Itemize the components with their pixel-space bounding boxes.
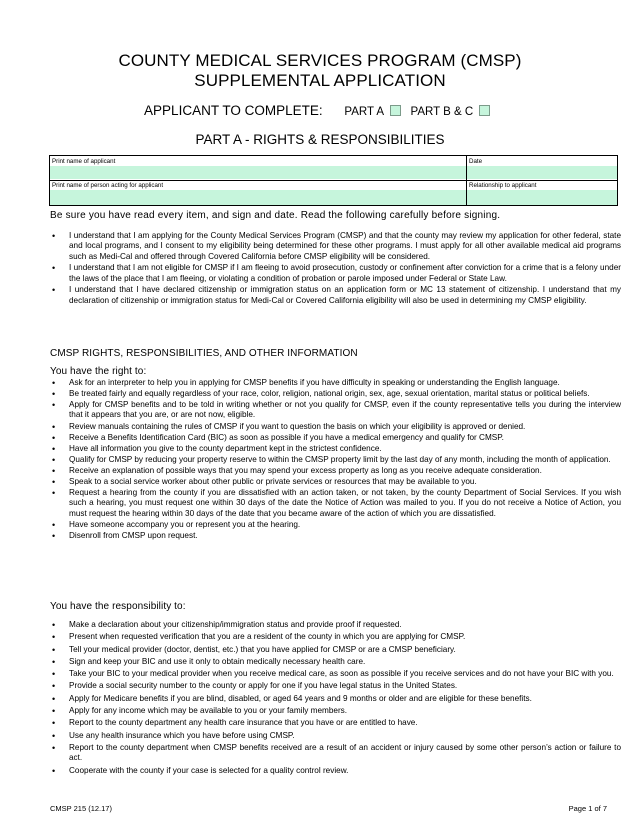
responsibilities-list (51, 620, 621, 778)
part-bc-label: PART B & C (410, 106, 474, 118)
list-item: • Have all information you give to the county department kept in the strictest confidence. (51, 444, 621, 454)
list-item: • Provide a social security number to the county or apply for one if you have legal status in the United States. (51, 681, 621, 691)
responsibility-heading: You have the responsibility to: (50, 601, 186, 612)
list-item: • Review manuals containing the rules of CMSP if you want to question the basis on which your eligibility is approved or denied. (51, 422, 621, 432)
person-acting-label: Print name of person acting for applicant (52, 182, 164, 189)
part-a-title: PART A - RIGHTS & RESPONSIBILITIES (195, 132, 445, 147)
part-bc-checkbox[interactable] (479, 105, 490, 116)
person-acting-field[interactable] (50, 190, 466, 205)
list-item: • Request a hearing from the county if you are dissatisfied with an action taken, or not taken, by the county Department of Social Services. If you wish such a hearing, you must request one within 30 days of the date the Notice of Action was mailed to you. If you do not receive a Notice of Action, you must request the hearing within 30 days of the date that you became aware of the action of which you are dissatisfied. (51, 488, 621, 519)
list-item: • Report to the county department any health care insurance that you have or are entitled to have. (51, 718, 621, 728)
relationship-label: Relationship to applicant (469, 182, 537, 189)
list-item: • Receive a Benefits Identification Card (BIC) as soon as possible if you have a medical emergency and qualify for CMSP. (51, 433, 621, 443)
page-number: Page 1 of 7 (568, 804, 607, 813)
list-item: • Receive an explanation of possible ways that you may spend your excess property as long as you receive adequate consideration. (51, 466, 621, 476)
list-item: • Apply for any income which may be available to you or your family members. (51, 706, 621, 716)
list-item: • Use any health insurance which you have before using CMSP. (51, 731, 621, 741)
list-item: • Disenroll from CMSP upon request. (51, 531, 621, 541)
list-item: • I understand that I am not eligible for CMSP if I am fleeing to avoid prosecution, custody or confinement after conviction for a crime that is a felony under the laws of the place that I am fleeing, or violating a condition of probation or parole imposed under Federal or State Law. (51, 263, 621, 284)
list-item: • Have someone accompany you or represent you at the hearing. (51, 520, 621, 530)
list-item: • Qualify for CMSP by reducing your property reserve to within the CMSP property limit by the last day of any month, including the month of application. (51, 455, 621, 465)
list-item: • Speak to a social service worker about other public or private services or resources that may be available to you. (51, 477, 621, 487)
list-item: • Make a declaration about your citizenship/immigration status and provide proof if requested. (51, 620, 621, 630)
statement-list (51, 231, 621, 308)
list-item: • Tell your medical provider (doctor, dentist, etc.) that you have applied for CMSP or are a CMSP beneficiary. (51, 645, 621, 655)
list-item: • I understand that I have declared citizenship or immigration status on an application form or MC 13 statement of citizenship. I understand that my declaration of citizenship or immigration status for Medi-Cal or Covered California eligibility will also be used in determining my CMSP eligibility. (51, 285, 621, 306)
form-row-divider (50, 180, 617, 181)
document-subtitle: SUPPLEMENTAL APPLICATION (194, 71, 446, 90)
date-label: Date (469, 158, 483, 165)
list-item: • Apply for Medicare benefits if you are blind, disabled, or aged 64 years and 9 months or older and are eligible for these benefits. (51, 694, 621, 704)
document-title: COUNTY MEDICAL SERVICES PROGRAM (CMSP) (118, 51, 522, 70)
right-to-heading: You have the right to: (50, 366, 147, 377)
list-item: • Present when requested verification that you are a resident of the county in which you are applying for CMSP. (51, 632, 621, 642)
relationship-field[interactable] (467, 190, 617, 205)
list-item: • Ask for an interpreter to help you in applying for CMSP benefits if you have difficulty in speaking or understanding the English language. (51, 378, 621, 388)
list-item: • Sign and keep your BIC and use it only to obtain medically necessary health care. (51, 657, 621, 667)
part-a-label: PART A (344, 106, 385, 118)
applicant-name-field[interactable] (50, 166, 466, 179)
form-id: CMSP 215 (12.17) (50, 804, 112, 813)
list-item: • Take your BIC to your medical provider when you receive medical care, as soon as possible if you receive services and do not have your BIC with you. (51, 669, 621, 679)
applicant-complete-label: APPLICANT TO COMPLETE: (144, 103, 323, 118)
date-field[interactable] (467, 166, 617, 179)
applicant-complete-row (0, 103, 640, 118)
intro-instruction: Be sure you have read every item, and sign and date. Read the following carefully before signing. (50, 210, 501, 221)
list-item: • Report to the county department when CMSP benefits received are a result of an accident or injury caused by some other person’s action or failure to act. (51, 743, 621, 764)
list-item: • Cooperate with the county if your case is selected for a quality control review. (51, 766, 621, 776)
applicant-info-form (49, 155, 618, 206)
part-a-checkbox[interactable] (390, 105, 401, 116)
rights-list (51, 378, 621, 542)
list-item: • Apply for CMSP benefits and to be told in writing whether or not you qualify for CMSP, even if the county representative tells you during the interview that it appears that you are, or are not now, eligible. (51, 400, 621, 421)
list-item: • Be treated fairly and equally regardless of your race, color, religion, national origin, sex, age, sexual orientation, marital status or political beliefs. (51, 389, 621, 399)
applicant-name-label: Print name of applicant (52, 158, 116, 165)
list-item: • I understand that I am applying for the County Medical Services Program (CMSP) and that the county may review my application for other federal, state and local programs, and I consent to my eligibility being determined for these other programs. I must apply for all other available medical aid programs such as Medi-Cal and offered through Covered California before CMSP eligibility will be considered. (51, 231, 621, 262)
rights-section-heading: CMSP RIGHTS, RESPONSIBILITIES, AND OTHER INFORMATION (50, 348, 358, 359)
